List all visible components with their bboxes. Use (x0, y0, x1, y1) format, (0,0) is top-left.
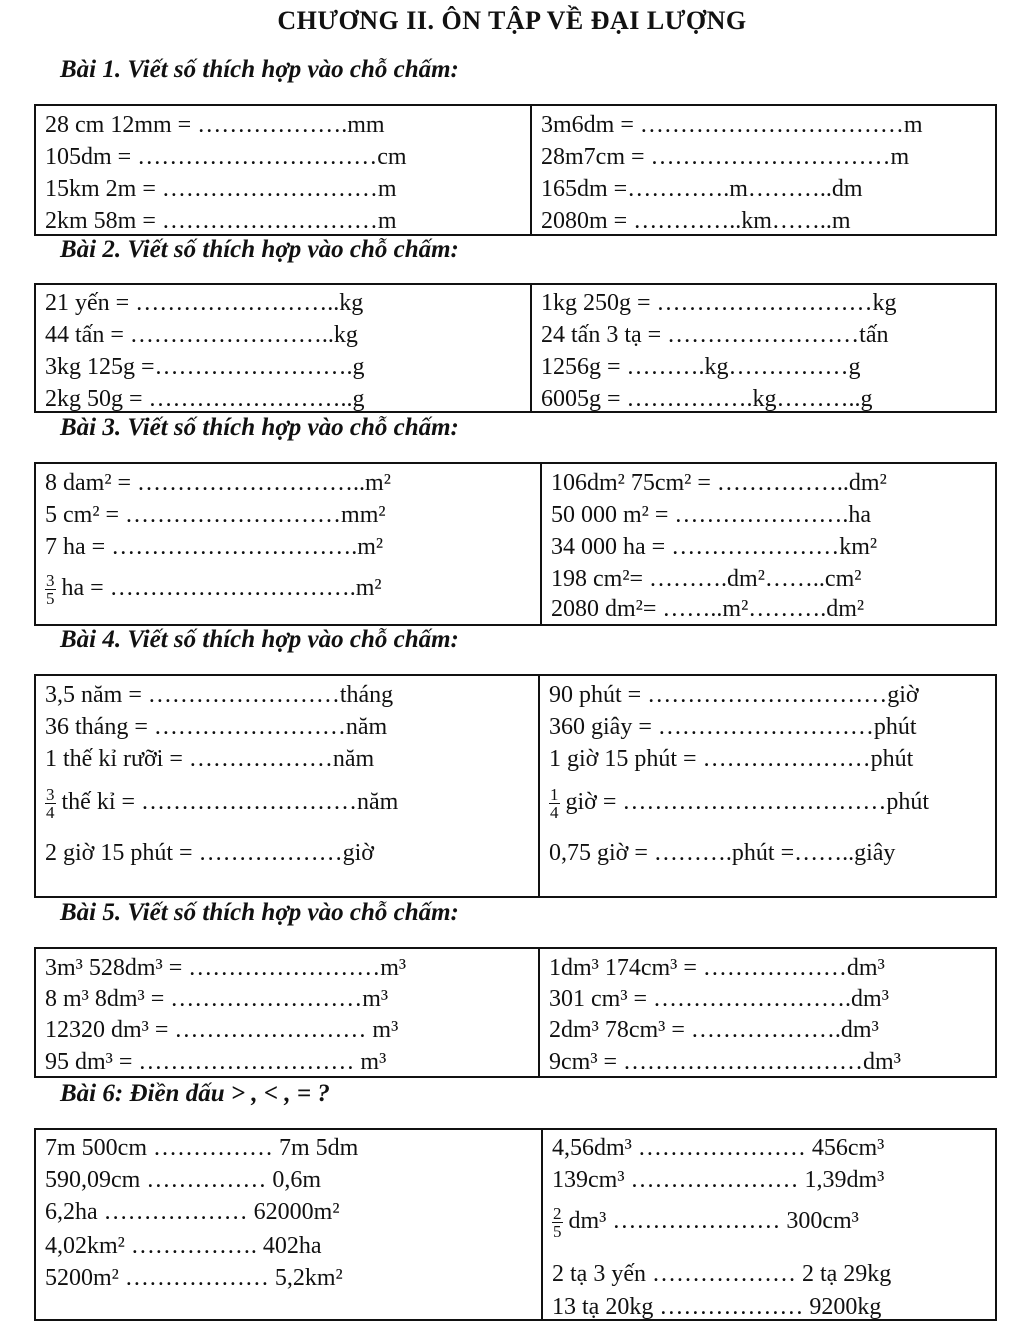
exercise-6-right-column (541, 1130, 999, 1319)
exercise-5-right-item-3: 2dm³ 78cm³ = ……………….dm³ (549, 1017, 879, 1043)
exercise-2-right-column (530, 285, 999, 411)
exercise-5-box (34, 947, 997, 1078)
exercise-4-box (34, 674, 997, 898)
exercise-4-right-item-4-text: giờ = ……………………………phút (565, 789, 930, 815)
exercise-2-box (34, 283, 997, 413)
fraction-denominator: 4 (550, 802, 559, 822)
exercise-3-left-item-1: 8 dam² = ………………………..m² (45, 470, 391, 496)
exercise-6-left-item-2: 590,09cm …………… 0,6m (45, 1167, 321, 1193)
exercise-4-left-item-4 (45, 780, 398, 824)
exercise-5-left-item-1: 3m³ 528dm³ = ……………………m³ (45, 955, 407, 981)
fraction-denominator: 4 (46, 802, 55, 822)
exercise-3-right-item-4: 198 cm²= ……….dm²……..cm² (551, 566, 862, 592)
fraction-numerator: 1 (550, 784, 559, 804)
exercise-2-right-item-4: 6005g = …………….kg………..g (541, 386, 873, 412)
exercise-6-right-item-3-text: dm³ ………………… 300cm³ (568, 1208, 859, 1234)
exercise-3-box (34, 462, 997, 626)
exercise-2-left-column (36, 285, 530, 411)
exercise-6-left-column (36, 1130, 541, 1319)
exercise-2-left-item-2: 44 tấn = ……………………..kg (45, 322, 358, 348)
exercise-3-right-item-3: 34 000 ha = …………………km² (551, 534, 878, 560)
exercise-2-heading: Bài 2. Viết số thích hợp vào chỗ chấm: (60, 236, 459, 263)
exercise-4-left-column (36, 676, 538, 896)
fraction-numerator: 2 (553, 1203, 562, 1223)
fraction-three-fifths (45, 572, 56, 607)
fraction-two-fifths (552, 1205, 563, 1240)
exercise-3-left-item-2: 5 cm² = ………………………mm² (45, 502, 386, 528)
exercise-6-right-item-5: 13 tạ 20kg ……………… 9200kg (552, 1294, 882, 1320)
exercise-6-left-item-1: 7m 500cm …………… 7m 5dm (45, 1135, 359, 1161)
chapter-title: CHƯƠNG II. ÔN TẬP VỀ ĐẠI LƯỢNG (277, 6, 747, 35)
exercise-2-left-item-4: 2kg 50g = ……………………..g (45, 386, 365, 412)
exercise-1-right-item-1: 3m6dm = ……………………………m (541, 112, 923, 138)
exercise-4-left-item-4-text: thế kỉ = ………………………năm (61, 789, 399, 815)
exercise-1-right-item-4: 2080m = …………..km……..m (541, 208, 851, 234)
exercise-6-right-item-3 (552, 1200, 859, 1242)
exercise-4-right-column (538, 676, 999, 896)
exercise-6-right-item-2: 139cm³ ………………… 1,39dm³ (552, 1167, 885, 1193)
exercise-5-left-item-4: 95 dm³ = ……………………… m³ (45, 1049, 387, 1075)
exercise-1-right-item-2: 28m7cm = …………………………m (541, 144, 910, 170)
fraction-numerator: 3 (46, 784, 55, 804)
exercise-1-right-column (530, 106, 999, 234)
fraction-numerator: 3 (46, 570, 55, 590)
exercise-4-heading: Bài 4. Viết số thích hợp vào chỗ chấm: (60, 626, 459, 653)
exercise-5-left-item-2: 8 m³ 8dm³ = ……………………m³ (45, 986, 389, 1012)
exercise-6-left-item-5: 5200m² ……………… 5,2km² (45, 1265, 343, 1291)
exercise-4-left-item-5: 2 giờ 15 phút = ………………giờ (45, 840, 374, 866)
exercise-1-left-column (36, 106, 530, 234)
exercise-5-left-item-3: 12320 dm³ = …………………… m³ (45, 1017, 399, 1043)
exercise-1-left-item-4: 2km 58m = ………………………m (45, 208, 397, 234)
fraction-denominator: 5 (553, 1221, 562, 1241)
exercise-4-right-item-3: 1 giờ 15 phút = …………………phút (549, 746, 914, 772)
exercise-2-right-item-3: 1256g = ……….kg……………g (541, 354, 861, 380)
exercise-3-heading: Bài 3. Viết số thích hợp vào chỗ chấm: (60, 414, 459, 441)
exercise-2-left-item-3: 3kg 125g =…………………….g (45, 354, 365, 380)
exercise-6-right-item-4: 2 tạ 3 yến ……………… 2 tạ 29kg (552, 1261, 892, 1287)
fraction-denominator: 5 (46, 588, 55, 608)
exercise-6-box (34, 1128, 997, 1321)
exercise-1-box (34, 104, 997, 236)
exercise-5-right-item-2: 301 cm³ = …………………….dm³ (549, 986, 889, 1012)
exercise-6-right-item-1: 4,56dm³ ………………… 456cm³ (552, 1135, 885, 1161)
exercise-5-right-item-1: 1dm³ 174cm³ = ………………dm³ (549, 955, 885, 981)
exercise-4-left-item-2: 36 tháng = ……………………năm (45, 714, 388, 740)
exercise-4-left-item-1: 3,5 năm = ……………………tháng (45, 682, 394, 708)
exercise-2-right-item-2: 24 tấn 3 tạ = ……………………tấn (541, 322, 889, 348)
exercise-3-right-column (540, 464, 999, 624)
fraction-one-quarter (549, 786, 560, 821)
exercise-4-right-item-5: 0,75 giờ = ……….phút =……..giây (549, 840, 896, 866)
exercise-3-left-item-4-text: ha = ………………………….m² (61, 575, 382, 601)
exercise-4-left-item-3: 1 thế kỉ rưỡi = ………………năm (45, 746, 375, 772)
exercise-3-left-item-4 (45, 568, 382, 608)
exercise-4-right-item-2: 360 giây = ………………………phút (549, 714, 917, 740)
exercise-3-left-item-3: 7 ha = ………………………….m² (45, 534, 384, 560)
exercise-5-right-column (538, 949, 999, 1076)
exercise-5-right-item-4: 9cm³ = …………………………dm³ (549, 1049, 901, 1075)
exercise-2-left-item-1: 21 yến = ……………………..kg (45, 290, 364, 316)
exercise-6-left-item-4: 4,02km² ……………. 402ha (45, 1233, 322, 1259)
exercise-6-heading: Bài 6: Điền dấu > , < , = ? (60, 1080, 330, 1107)
exercise-5-left-column (36, 949, 538, 1076)
exercise-4-right-item-1: 90 phút = …………………………giờ (549, 682, 919, 708)
exercise-1-left-item-1: 28 cm 12mm = ……………….mm (45, 112, 385, 138)
exercise-5-heading: Bài 5. Viết số thích hợp vào chỗ chấm: (60, 899, 459, 926)
exercise-3-left-column (36, 464, 540, 624)
exercise-3-right-item-5: 2080 dm²= ……..m²……….dm² (551, 596, 865, 622)
exercise-1-heading: Bài 1. Viết số thích hợp vào chỗ chấm: (60, 56, 459, 83)
exercise-6-left-item-3: 6,2ha ……………… 62000m² (45, 1199, 340, 1225)
exercise-3-right-item-2: 50 000 m² = ………………….ha (551, 502, 872, 528)
fraction-three-quarters (45, 786, 56, 821)
exercise-1-left-item-3: 15km 2m = ………………………m (45, 176, 397, 202)
exercise-2-right-item-1: 1kg 250g = ………………………kg (541, 290, 897, 316)
exercise-4-right-item-4 (549, 780, 929, 824)
exercise-1-left-item-2: 105dm = …………………………cm (45, 144, 407, 170)
exercise-3-right-item-1: 106dm² 75cm² = ……………..dm² (551, 470, 887, 496)
exercise-1-right-item-3: 165dm =………….m………..dm (541, 176, 863, 202)
